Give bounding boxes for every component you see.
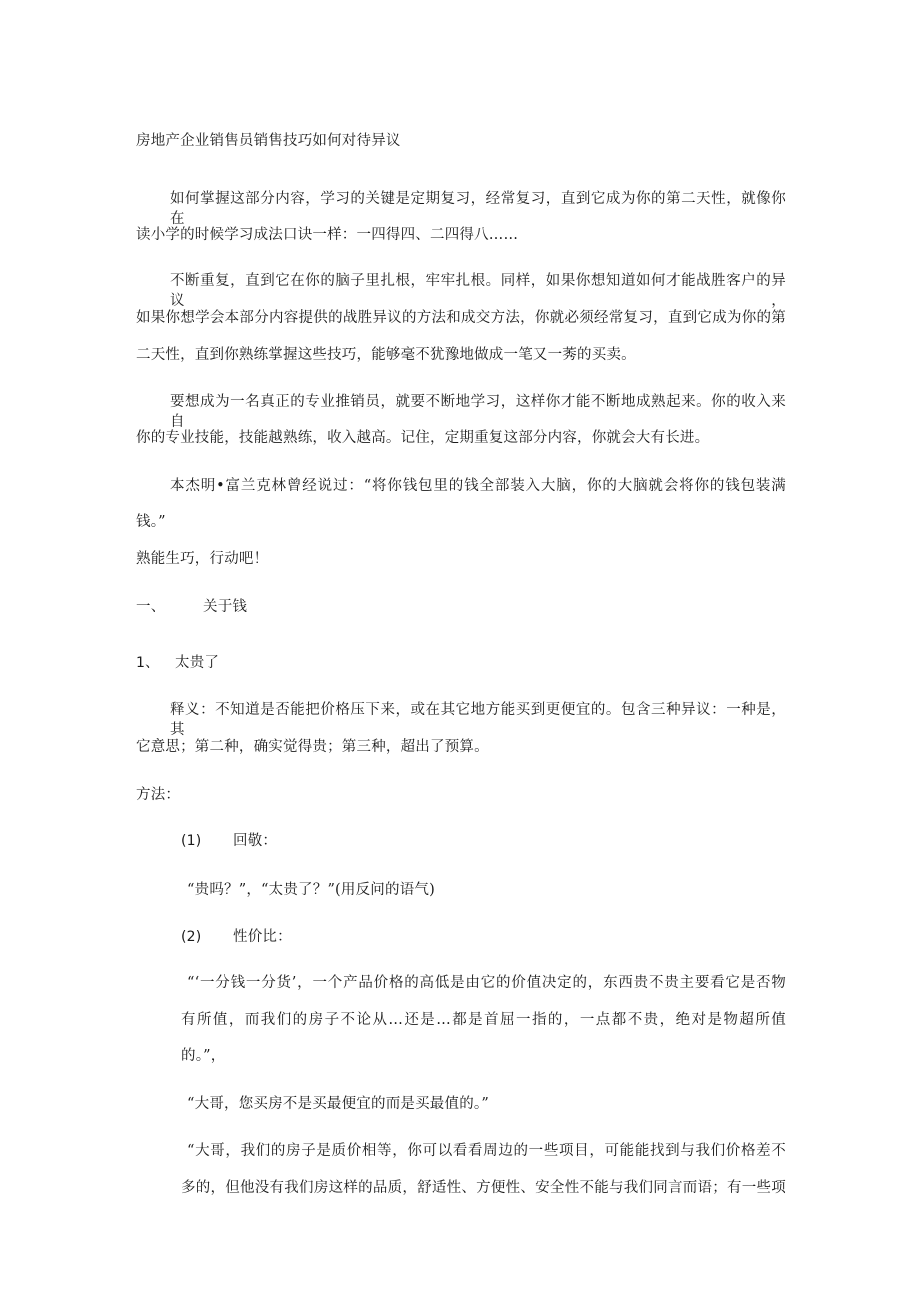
paragraph-line: 熟能生巧，行动吧！: [136, 551, 269, 567]
method-title: 性价比：: [233, 929, 292, 945]
paragraph-line: 钱。”: [136, 514, 166, 530]
paragraph-line: 如果你想学会本部分内容提供的战胜异议的方法和成交方法，你就必须经常复习，直到它成为你的第: [136, 310, 786, 326]
quote-line: 多的，但他没有我们房这样的品质，舒适性、方便性、安全性不能与我们同言而语；有一些项: [181, 1180, 786, 1196]
quote-line: “‘一分钱一分货’，一个产品价格的高低是由它的价值决定的，东西贵不贵主要看它是否物: [187, 975, 786, 991]
method-label: 方法：: [136, 787, 181, 803]
item-number: 1、: [136, 655, 160, 671]
item-title: 太贵了: [175, 655, 220, 671]
paragraph-line: 本杰明•富兰克林曾经说过：“将你钱包里的钱全部装入大脑，你的大脑就会将你的钱包装满: [170, 478, 786, 494]
quote-line: “大哥，您买房不是买最便宜的而是买最值的。”: [187, 1096, 489, 1112]
definition-line: 它意思；第二种，确实觉得贵；第三种，超出了预算。: [136, 739, 489, 755]
method-title: 回敬：: [233, 833, 278, 849]
document-title: 房地产企业销售员销售技巧如何对待异议: [136, 133, 401, 149]
quote-line: “大哥，我们的房子是质价相等，你可以看看周边的一些项目，可能能找到与我们价格差不: [187, 1143, 786, 1159]
definition-line: 释义：不知道是否能把价格压下来，或在其它地方能买到更便宜的。包含三种异议：一种是，其: [170, 702, 786, 738]
paragraph-line: 不断重复，直到它在你的脑子里扎根，牢牢扎根。同样，如果你想知道如何才能战胜客户的异议，: [170, 273, 786, 309]
method-text: “贵吗？”，“太贵了？”(用反问的语气): [187, 882, 435, 898]
paragraph-line: 二天性，直到你熟练掌握这些技巧，能够毫不犹豫地做成一笔又一莠的买卖。: [136, 347, 636, 363]
section-number: 一、: [136, 599, 166, 615]
paragraph-line: 读小学的时候学习成法口诀一样：一四得四、二四得八……: [136, 227, 519, 243]
quote-line: 的。”，: [181, 1048, 226, 1064]
paragraph-line: 要想成为一名真正的专业推销员，就要不断地学习，这样你才能不断地成熟起来。你的收入来自: [170, 394, 786, 430]
paragraph-line: 如何掌握这部分内容，学习的关键是定期复习，经常复习，直到它成为你的第二天性，就像你在: [170, 191, 786, 227]
section-title: 关于钱: [203, 599, 248, 615]
method-number: (1): [181, 833, 202, 849]
method-number: (2): [181, 929, 202, 945]
quote-line: 有所值，而我们的房子不论从…还是…都是首屈一指的，一点都不贵，绝对是物超所值: [181, 1012, 786, 1028]
paragraph-line: 你的专业技能，技能越熟练，收入越高。记住，定期重复这部分内容，你就会大有长进。: [136, 430, 710, 446]
